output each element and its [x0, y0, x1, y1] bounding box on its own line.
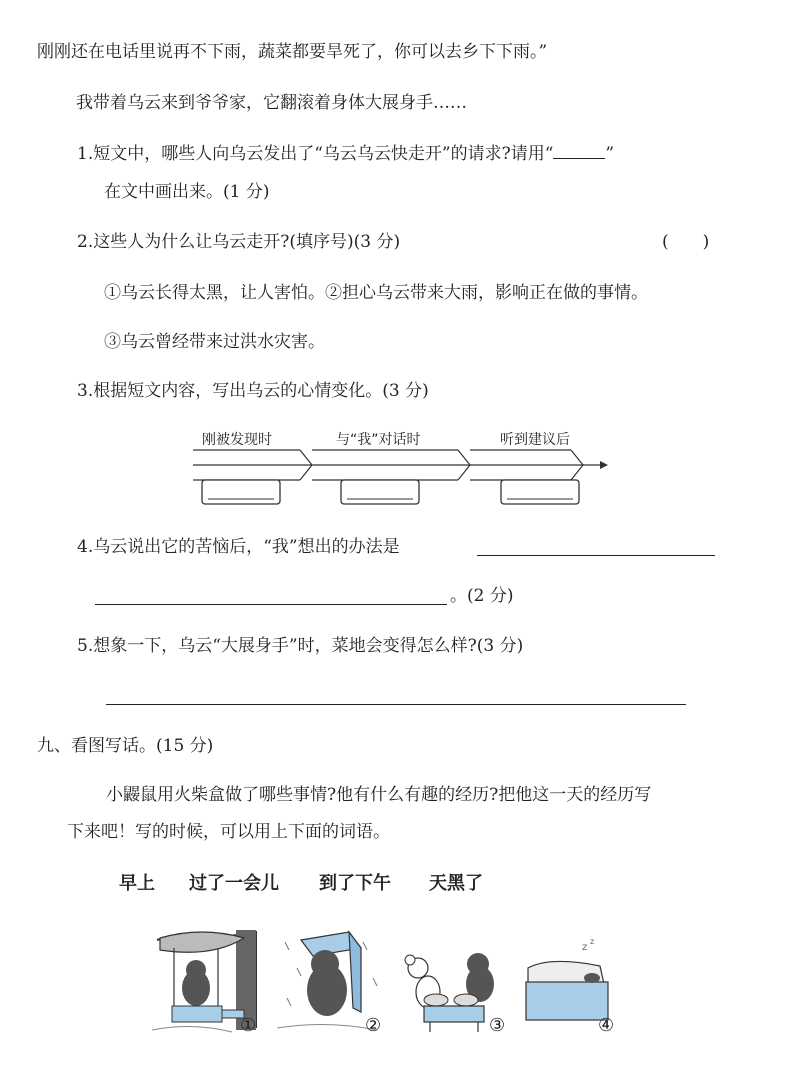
question-1 — [77, 142, 614, 166]
answer-box-1 — [202, 480, 280, 504]
question-4: 4.乌云说出它的苦恼后，“我”想出的办法是 — [77, 537, 400, 557]
question-1-end: ” — [605, 144, 615, 164]
section-9-prompt-1: 小鼹鼠用火柴盒做了哪些事情?他有什么有趣的经历?把他这一天的经历写 — [106, 785, 652, 805]
question-5: 5.想象一下，乌云“大展身手”时，菜地会变得怎么样?(3 分) — [77, 636, 524, 656]
timeline-label-2: 与“我”对话时 — [336, 432, 421, 448]
answer-line-4a[interactable] — [477, 555, 715, 556]
section-9-heading: 九、看图写话。(15 分) — [37, 736, 214, 756]
answer-box-3 — [501, 480, 579, 504]
picture-label-4: ④ — [598, 1015, 615, 1036]
svg-text:z: z — [590, 937, 595, 946]
word-3: 到了下午 — [319, 873, 391, 894]
question-1-line-2: 在文中画出来。(1 分) — [104, 182, 270, 202]
question-1-text: 1.短文中，哪些人向乌云发出了“乌云乌云快走开”的请求?请用“ — [77, 144, 554, 164]
word-4: 天黑了 — [429, 873, 483, 894]
answer-box-2 — [341, 480, 419, 504]
question-2-option-2: ③乌云曾经带来过洪水灾害。 — [104, 332, 325, 352]
passage-line-2: 我带着乌云来到爷爷家，它翻滚着身体大展身手…… — [76, 93, 467, 113]
underline-sample — [553, 142, 605, 159]
timeline-arrowhead — [600, 461, 608, 469]
picture-label-1: ① — [240, 1015, 257, 1036]
timeline-label-3: 听到建议后 — [500, 432, 570, 448]
question-2: 2.这些人为什么让乌云走开?(填序号)(3 分) — [77, 232, 401, 252]
question-2-option-1: ①乌云长得太黑，让人害怕。②担心乌云带来大雨，影响正在做的事情。 — [104, 283, 648, 303]
picture-label-3: ③ — [489, 1015, 506, 1036]
question-4-end: 。(2 分) — [450, 586, 514, 606]
picture-label-2: ② — [365, 1015, 382, 1036]
passage-line-1: 刚刚还在电话里说再不下雨，蔬菜都要旱死了，你可以去乡下下雨。” — [37, 42, 548, 62]
answer-bracket[interactable]: ( ) — [662, 232, 710, 252]
word-1: 早上 — [119, 873, 155, 894]
word-2: 过了一会儿 — [189, 873, 279, 894]
question-3: 3.根据短文内容，写出乌云的心情变化。(3 分) — [77, 381, 429, 401]
answer-line-4b[interactable] — [95, 604, 447, 605]
svg-text:z: z — [582, 942, 588, 953]
answer-line-5[interactable] — [106, 704, 686, 705]
timeline-label-1: 刚被发现时 — [202, 432, 272, 448]
mood-timeline — [188, 428, 608, 510]
section-9-prompt-2: 下来吧！写的时候，可以用上下面的词语。 — [67, 822, 390, 842]
